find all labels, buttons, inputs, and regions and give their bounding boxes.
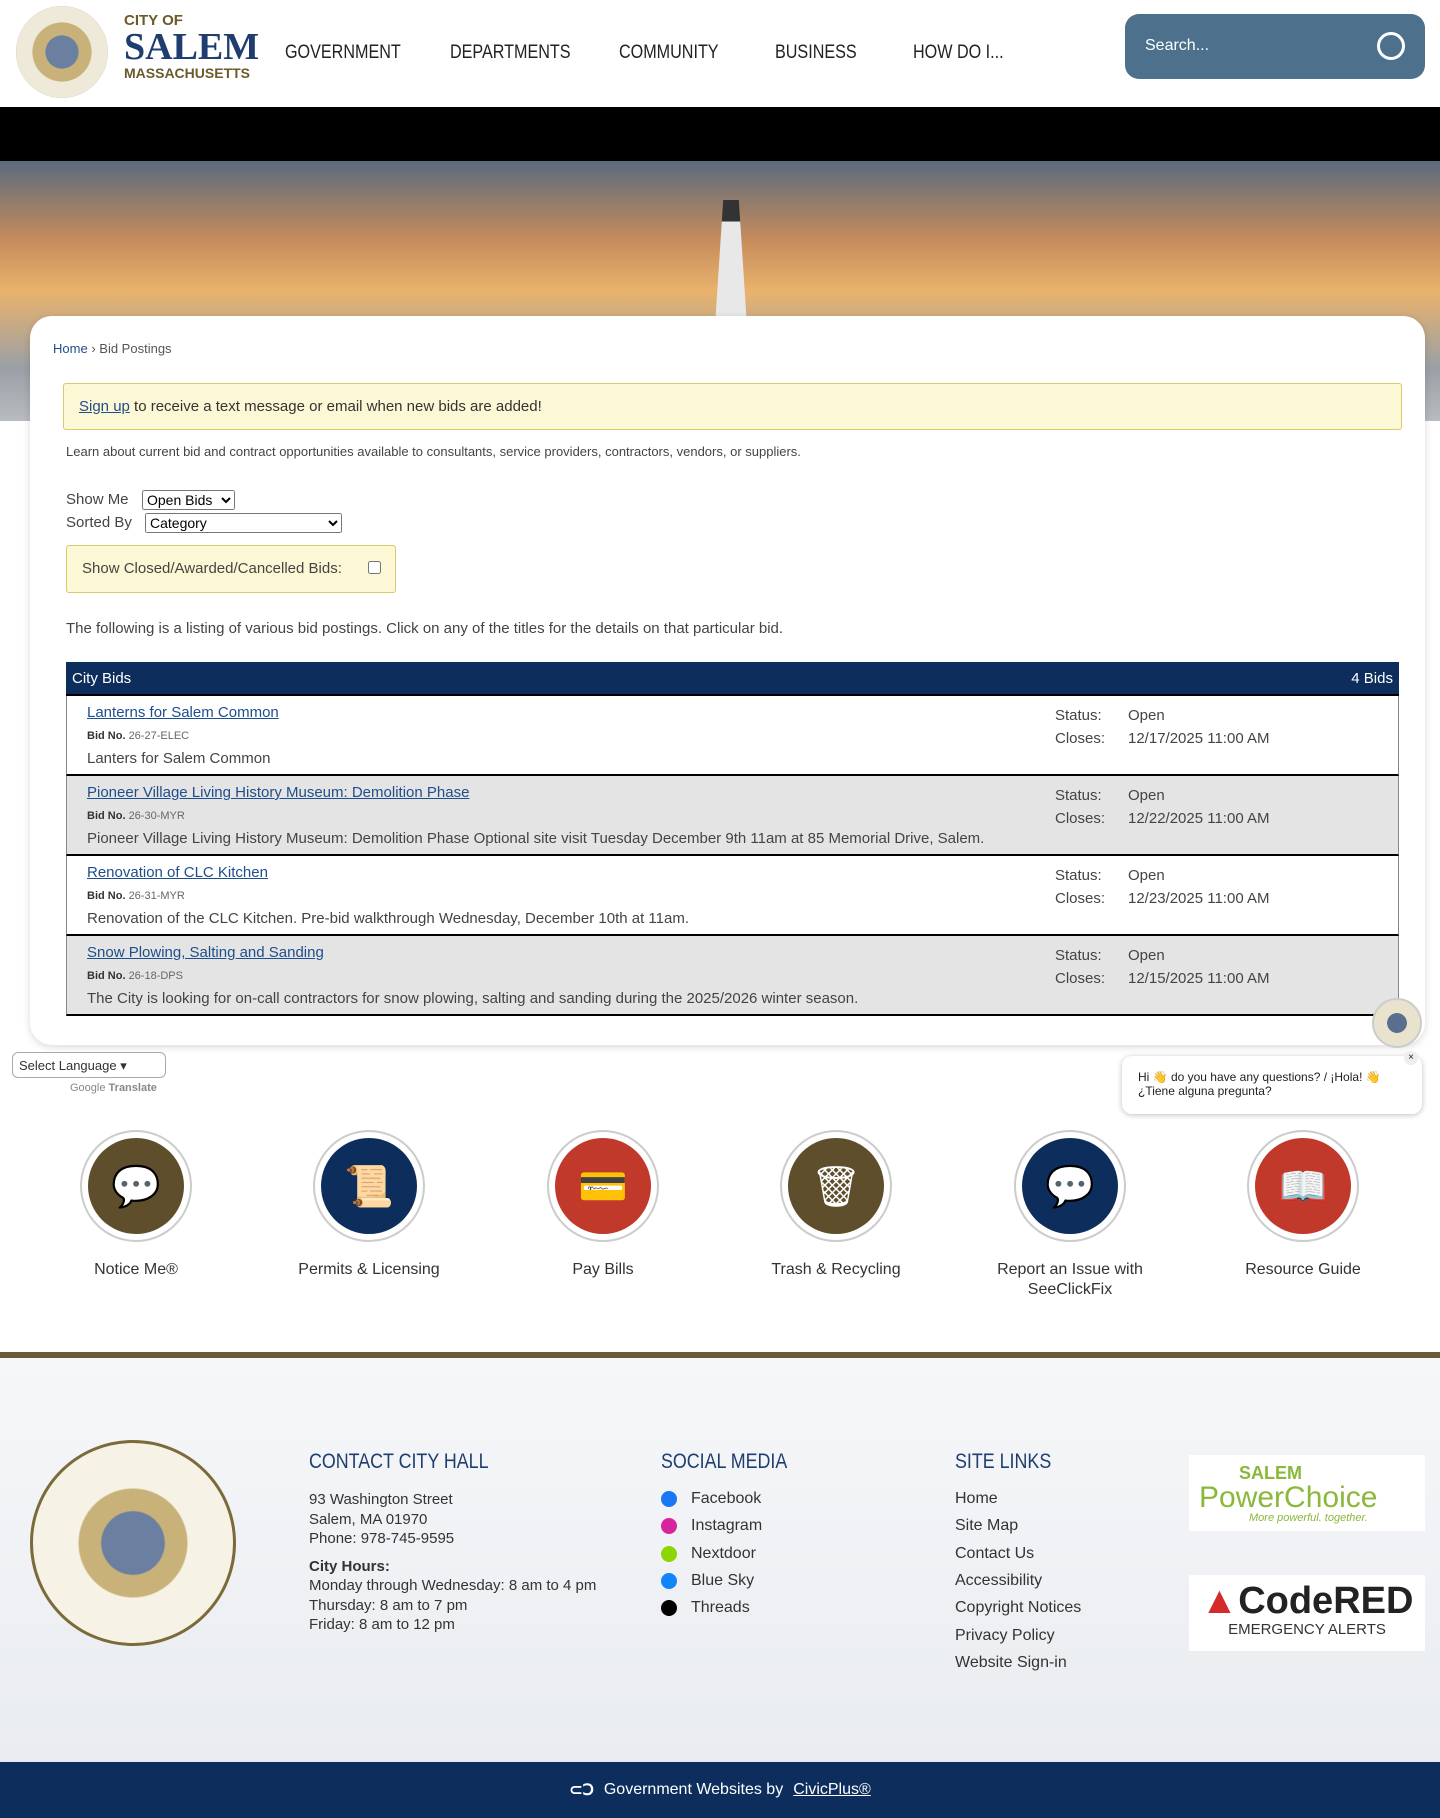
contact-heading: CONTACT CITY HALL — [309, 1450, 489, 1473]
hours-line: Monday through Wednesday: 8 am to 4 pm — [309, 1577, 597, 1594]
social-icon — [661, 1600, 677, 1616]
hours-line: Thursday: 8 am to 7 pm — [309, 1596, 468, 1614]
status-label: Status: — [1055, 707, 1102, 724]
closes-label: Closes: — [1055, 730, 1106, 747]
table-row — [66, 696, 1399, 776]
quick-link[interactable] — [980, 1130, 1160, 1300]
social-label: Instagram — [691, 1517, 763, 1535]
bid-description: Lanters for Salem Common — [87, 750, 271, 767]
bid-no-label: Bid No. — [87, 810, 126, 822]
quick-link-icon: 🗑 — [788, 1138, 884, 1234]
sorted-by-select[interactable] — [145, 513, 342, 533]
quick-link[interactable] — [1213, 1130, 1393, 1280]
social-icon — [661, 1491, 677, 1507]
table-row — [66, 776, 1399, 856]
status-values — [1128, 944, 1270, 990]
social-icon — [661, 1546, 677, 1562]
site-link[interactable]: Privacy Policy — [955, 1626, 1055, 1644]
quick-link-label: Trash & Recycling — [771, 1261, 901, 1278]
bid-description: The City is looking for on-call contractors for snow plowing, salting and sanding during the 2025/2026 winter season. — [87, 990, 859, 1007]
nav-business[interactable]: BUSINESS — [775, 42, 857, 63]
hours-label: City Hours: — [309, 1557, 390, 1575]
quick-link-icon: 💬 — [88, 1138, 184, 1234]
bid-number — [87, 810, 185, 822]
quick-link[interactable] — [513, 1130, 693, 1280]
quick-link[interactable] — [46, 1130, 226, 1280]
status-value: Open — [1128, 707, 1165, 724]
bid-title-link[interactable]: Pioneer Village Living History Museum: Demolition Phase — [87, 784, 470, 801]
closes-label: Closes: — [1055, 890, 1106, 907]
quick-link-label: Notice Me® — [94, 1261, 178, 1278]
social-icon — [661, 1573, 677, 1589]
site-link[interactable]: Accessibility — [955, 1571, 1043, 1589]
status-value: Open — [1128, 787, 1165, 804]
credit-text: Government Websites by — [603, 1781, 784, 1798]
quick-link-icon: 💬 — [1022, 1138, 1118, 1234]
powerchoice-top: SALEM — [1239, 1463, 1302, 1483]
chat-bubble[interactable] — [1122, 1052, 1422, 1114]
notice-text: to receive a text message or email when new bids are added! — [129, 398, 542, 415]
social-label: Threads — [691, 1599, 750, 1617]
signup-notice — [63, 383, 1402, 430]
signup-link[interactable]: Sign up — [79, 398, 130, 415]
status-label: Status: — [1055, 787, 1102, 804]
site-link[interactable]: Contact Us — [955, 1544, 1035, 1562]
bid-number — [87, 890, 185, 902]
chatbot-avatar[interactable] — [1372, 998, 1422, 1048]
codered-logo[interactable] — [1189, 1575, 1425, 1651]
bid-no-value: 26-18-DPS — [128, 970, 183, 982]
status-values — [1128, 864, 1270, 910]
search-placeholder: Search... — [1145, 37, 1210, 54]
bid-no-value: 26-27-ELEC — [128, 730, 190, 742]
quick-link-icon: 💳 — [555, 1138, 651, 1234]
closes-value: 12/22/2025 11:00 AM — [1128, 810, 1270, 827]
sorted-by-label: Sorted By — [66, 514, 132, 531]
quick-link-label: Resource Guide — [1245, 1261, 1361, 1278]
closes-value: 12/15/2025 11:00 AM — [1128, 970, 1270, 987]
status-value: Open — [1128, 947, 1165, 964]
show-me-label: Show Me — [66, 491, 129, 508]
nav-how-do-i[interactable]: HOW DO I... — [913, 42, 1004, 63]
nav-community[interactable]: COMMUNITY — [619, 42, 719, 63]
show-closed-checkbox[interactable] — [368, 561, 381, 574]
quick-link-icon: 📖 — [1255, 1138, 1351, 1234]
intro-text: Learn about current bid and contract opportunities available to consultants, service providers, contractors, vendors, or suppliers. — [66, 444, 801, 459]
site-logo[interactable] — [124, 12, 259, 81]
civicplus-link[interactable]: CivicPlus® — [793, 1781, 871, 1798]
status-labels — [1055, 864, 1105, 910]
status-label: Status: — [1055, 867, 1102, 884]
contact-info — [309, 1490, 596, 1635]
bid-no-label: Bid No. — [87, 730, 126, 742]
bid-number — [87, 970, 183, 982]
nav-departments[interactable]: DEPARTMENTS — [450, 42, 571, 63]
hours-line: Friday: 8 am to 12 pm — [309, 1616, 455, 1633]
closes-value: 12/23/2025 11:00 AM — [1128, 890, 1270, 907]
bid-no-label: Bid No. — [87, 890, 126, 902]
phone: Phone: 978-745-9595 — [309, 1530, 455, 1547]
powerchoice-logo[interactable] — [1189, 1455, 1425, 1531]
table-row — [66, 856, 1399, 936]
status-values — [1128, 784, 1270, 830]
language-select-label: Select Language — [19, 1058, 117, 1073]
quick-link-label: Report an Issue with SeeClickFix — [997, 1261, 1143, 1298]
bid-count: 4 Bids — [1351, 670, 1393, 687]
search-input[interactable] — [1125, 14, 1425, 79]
site-link[interactable]: Copyright Notices — [955, 1599, 1082, 1617]
breadcrumb — [53, 341, 172, 356]
status-value: Open — [1128, 867, 1165, 884]
site-link[interactable]: Site Map — [955, 1517, 1019, 1535]
site-link[interactable]: Website Sign-in — [955, 1653, 1067, 1671]
site-header — [0, 0, 1440, 107]
closes-label: Closes: — [1055, 970, 1106, 987]
quick-link[interactable] — [279, 1130, 459, 1280]
google-label: Google — [70, 1082, 106, 1094]
google-translate-credit — [70, 1082, 157, 1094]
quick-link-label: Permits & Licensing — [298, 1261, 440, 1278]
status-values — [1128, 704, 1270, 750]
listing-text: The following is a listing of various bid postings. Click on any of the titles for the details on that particular bid. — [66, 620, 784, 637]
social-label: Facebook — [691, 1490, 762, 1507]
bid-description: Pioneer Village Living History Museum: Demolition Phase Optional site visit Tuesday December 9th 11am at 85 Memorial Drive, Salem. — [87, 830, 985, 847]
powerchoice-tag: More powerful. together. — [1249, 1512, 1368, 1524]
bottom-bar — [0, 1762, 1440, 1818]
site-links-heading: SITE LINKS — [955, 1450, 1052, 1473]
logo-salem: SALEM — [124, 26, 260, 68]
address-line-2: Salem, MA 01970 — [309, 1510, 428, 1528]
social-heading: SOCIAL MEDIA — [661, 1450, 788, 1473]
codered-triangle-icon: ▲ — [1200, 1580, 1239, 1622]
show-closed-box — [66, 545, 396, 593]
bid-number — [87, 730, 189, 742]
table-header — [66, 662, 1399, 696]
bid-no-label: Bid No. — [87, 970, 126, 982]
powerchoice-main: PowerChoice — [1199, 1481, 1378, 1514]
bid-title-link[interactable]: Snow Plowing, Salting and Sanding — [87, 944, 324, 961]
quick-link[interactable] — [746, 1130, 926, 1280]
table-row — [66, 936, 1399, 1016]
footer-city-seal — [30, 1440, 236, 1646]
quick-link-icon: 📜 — [321, 1138, 417, 1234]
language-select[interactable]: Select Language ▾ — [12, 1052, 166, 1078]
social-link[interactable] — [661, 1545, 756, 1563]
category-title: City Bids — [72, 670, 132, 687]
social-link[interactable] — [661, 1572, 754, 1590]
quick-link-label: Pay Bills — [572, 1261, 634, 1278]
social-label: Blue Sky — [691, 1571, 755, 1589]
bid-title-link[interactable]: Renovation of CLC Kitchen — [87, 864, 268, 881]
search-icon[interactable] — [1377, 32, 1405, 60]
social-icon — [661, 1518, 677, 1534]
bid-description: Renovation of the CLC Kitchen. Pre-bid walkthrough Wednesday, December 10th at 11am. — [87, 910, 689, 927]
civicplus-icon: ⊂Ↄ — [569, 1782, 594, 1799]
status-labels — [1055, 944, 1105, 990]
codered-sub: EMERGENCY ALERTS — [1228, 1621, 1386, 1638]
site-link[interactable]: Home — [955, 1490, 998, 1507]
show-me-select[interactable] — [142, 490, 235, 510]
bids-table — [66, 662, 1399, 1016]
bid-title-link[interactable]: Lanterns for Salem Common — [87, 704, 279, 721]
close-icon[interactable]: × — [1404, 1051, 1418, 1065]
show-closed-label: Show Closed/Awarded/Cancelled Bids: — [82, 560, 342, 577]
breadcrumb-current: Bid Postings — [99, 341, 172, 356]
status-labels — [1055, 704, 1105, 750]
bid-no-value: 26-30-MYR — [128, 810, 185, 822]
social-link[interactable] — [661, 1599, 750, 1617]
social-label: Nextdoor — [691, 1544, 756, 1562]
city-seal-logo[interactable] — [16, 6, 108, 98]
status-labels — [1055, 784, 1105, 830]
breadcrumb-sep: › — [91, 341, 96, 356]
translate-label: Translate — [108, 1082, 157, 1094]
logo-state: MASSACHUSETTS — [124, 65, 251, 81]
closes-value: 12/17/2025 11:00 AM — [1128, 730, 1270, 747]
social-link[interactable] — [661, 1490, 761, 1508]
chat-message: Hi 👋 do you have any questions? / ¡Hola! 👋 ¿Tiene alguna pregunta? — [1138, 1070, 1381, 1098]
codered-main: CodeRED — [1238, 1580, 1414, 1622]
bid-no-value: 26-31-MYR — [128, 890, 185, 902]
social-link[interactable] — [661, 1517, 762, 1535]
logo-city-of: CITY OF — [124, 12, 183, 29]
nav-government[interactable]: GOVERNMENT — [285, 42, 401, 63]
black-band — [0, 107, 1440, 161]
closes-label: Closes: — [1055, 810, 1106, 827]
status-label: Status: — [1055, 947, 1102, 964]
address-line-1: 93 Washington Street — [309, 1491, 453, 1508]
breadcrumb-home[interactable]: Home — [53, 341, 88, 356]
